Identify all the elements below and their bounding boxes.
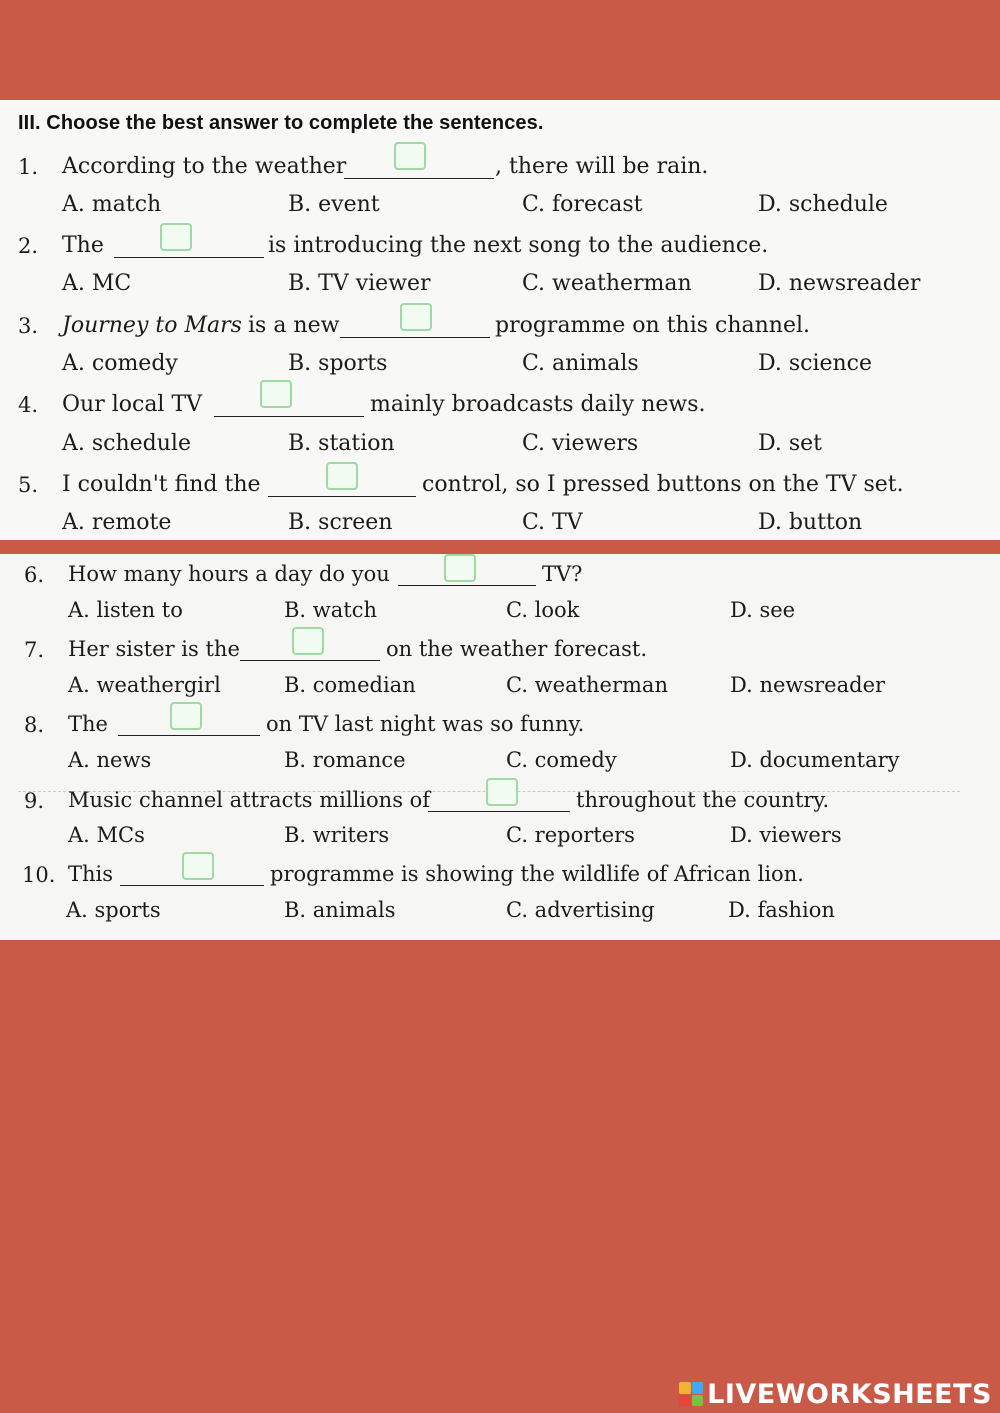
question-text-title bbox=[62, 313, 242, 338]
question-3 bbox=[0, 311, 1000, 345]
blank-line bbox=[268, 496, 416, 497]
option-a: A. match bbox=[62, 192, 162, 217]
option-b: B. watch bbox=[284, 598, 378, 622]
option-a: A. comedy bbox=[62, 351, 178, 376]
question-9 bbox=[0, 786, 1000, 820]
blank-line bbox=[344, 178, 494, 179]
options-8 bbox=[0, 748, 1000, 782]
option-d: D. see bbox=[730, 598, 796, 622]
question-text-after: control, so I pressed buttons on the TV set. bbox=[422, 472, 904, 497]
question-text-before: Her sister is the bbox=[68, 637, 240, 661]
option-a: A. MC bbox=[62, 271, 132, 296]
option-c: C. animals bbox=[522, 351, 639, 376]
blank-line bbox=[398, 585, 536, 586]
answer-input-2[interactable] bbox=[160, 223, 192, 251]
programme-title: Journey to Mars bbox=[62, 313, 242, 338]
answer-input-3[interactable] bbox=[400, 303, 432, 331]
question-text-before: Music channel attracts millions of bbox=[68, 788, 431, 812]
blank-line bbox=[340, 337, 490, 338]
options-9 bbox=[0, 823, 1000, 857]
question-text-before: How many hours a day do you bbox=[68, 562, 390, 586]
blank-line bbox=[428, 811, 570, 812]
question-text-before: Our local TV bbox=[62, 392, 203, 417]
blank-line bbox=[118, 735, 260, 736]
answer-input-8[interactable] bbox=[170, 702, 202, 730]
question-number: 8. bbox=[24, 713, 45, 737]
question-text-after: programme on this channel. bbox=[495, 313, 811, 338]
option-d: D. schedule bbox=[758, 192, 888, 217]
option-d: D. documentary bbox=[730, 748, 900, 772]
footer-brand: LIVEWORKSHEETS bbox=[707, 1378, 992, 1410]
option-a: A. schedule bbox=[62, 431, 191, 456]
question-10 bbox=[0, 860, 1000, 894]
section-heading: III. Choose the best answer to complete the sentences. bbox=[18, 112, 544, 134]
answer-input-9[interactable] bbox=[486, 778, 518, 806]
question-number: 4. bbox=[18, 393, 39, 417]
option-d: D. newsreader bbox=[730, 673, 886, 697]
answer-input-6[interactable] bbox=[444, 554, 476, 582]
question-number: 1. bbox=[18, 155, 39, 179]
option-a: A. news bbox=[68, 748, 152, 772]
options-3 bbox=[0, 351, 1000, 385]
question-7 bbox=[0, 635, 1000, 669]
question-text-before: The bbox=[62, 233, 104, 258]
option-b: B. sports bbox=[288, 351, 388, 376]
question-text-before: I couldn't find the bbox=[62, 472, 261, 497]
option-c: C. viewers bbox=[522, 431, 639, 456]
question-text-after: mainly broadcasts daily news. bbox=[370, 392, 706, 417]
question-text-after: TV? bbox=[542, 562, 583, 586]
option-d: D. science bbox=[758, 351, 873, 376]
question-8 bbox=[0, 710, 1000, 744]
option-a: A. MCs bbox=[68, 823, 145, 847]
question-number: 9. bbox=[24, 789, 45, 813]
question-text-before: The bbox=[68, 712, 108, 736]
answer-input-4[interactable] bbox=[260, 380, 292, 408]
question-number: 6. bbox=[24, 563, 45, 587]
option-c: C. TV bbox=[522, 510, 583, 535]
liveworksheets-footer bbox=[679, 1376, 992, 1412]
options-4 bbox=[0, 431, 1000, 465]
question-5 bbox=[0, 470, 1000, 504]
blank-line bbox=[114, 257, 264, 258]
worksheet-panel-top bbox=[0, 100, 1000, 540]
option-c: C. weatherman bbox=[506, 673, 668, 697]
question-number: 10. bbox=[22, 863, 56, 887]
question-6 bbox=[0, 560, 1000, 594]
option-b: B. station bbox=[288, 431, 395, 456]
option-c: C. look bbox=[506, 598, 580, 622]
option-a: A. sports bbox=[66, 898, 161, 922]
question-text-after: throughout the country. bbox=[576, 788, 830, 812]
question-text-before: This bbox=[68, 862, 114, 886]
liveworksheets-logo-icon bbox=[679, 1382, 703, 1406]
question-text-after: is introducing the next song to the audience. bbox=[268, 233, 769, 258]
option-b: B. romance bbox=[284, 748, 406, 772]
answer-input-7[interactable] bbox=[292, 627, 324, 655]
option-d: D. viewers bbox=[730, 823, 842, 847]
question-number: 2. bbox=[18, 234, 39, 258]
option-b: B. animals bbox=[284, 898, 396, 922]
option-c: C. advertising bbox=[506, 898, 655, 922]
answer-input-5[interactable] bbox=[326, 462, 358, 490]
question-text-before: According to the weather bbox=[62, 154, 347, 179]
option-c: C. weatherman bbox=[522, 271, 692, 296]
option-d: D. set bbox=[758, 431, 822, 456]
options-5 bbox=[0, 510, 1000, 544]
question-text-before: is a new bbox=[248, 313, 340, 338]
options-10 bbox=[0, 898, 1000, 932]
option-a: A. remote bbox=[62, 510, 172, 535]
option-b: B. writers bbox=[284, 823, 390, 847]
options-6 bbox=[0, 598, 1000, 632]
option-a: A. listen to bbox=[68, 598, 183, 622]
question-number: 7. bbox=[24, 638, 45, 662]
blank-line bbox=[120, 885, 264, 886]
question-number: 5. bbox=[18, 473, 39, 497]
question-text-after: programme is showing the wildlife of African lion. bbox=[270, 862, 804, 886]
question-1 bbox=[0, 152, 1000, 186]
question-text-after: on TV last night was so funny. bbox=[266, 712, 585, 736]
option-b: B. screen bbox=[288, 510, 393, 535]
answer-input-1[interactable] bbox=[394, 142, 426, 170]
option-a: A. weathergirl bbox=[68, 673, 221, 697]
option-c: C. comedy bbox=[506, 748, 617, 772]
blank-line bbox=[240, 660, 380, 661]
question-2 bbox=[0, 231, 1000, 265]
option-d: D. button bbox=[758, 510, 863, 535]
option-c: C. forecast bbox=[522, 192, 643, 217]
question-text-after: , there will be rain. bbox=[495, 154, 709, 179]
option-b: B. event bbox=[288, 192, 380, 217]
options-2 bbox=[0, 271, 1000, 305]
options-1 bbox=[0, 192, 1000, 226]
option-d: D. fashion bbox=[728, 898, 835, 922]
worksheet-panel-bottom bbox=[0, 554, 1000, 940]
option-c: C. reporters bbox=[506, 823, 635, 847]
blank-line bbox=[214, 416, 364, 417]
option-d: D. newsreader bbox=[758, 271, 921, 296]
question-number: 3. bbox=[18, 314, 39, 338]
option-b: B. comedian bbox=[284, 673, 416, 697]
question-4 bbox=[0, 390, 1000, 424]
options-7 bbox=[0, 673, 1000, 707]
option-b: B. TV viewer bbox=[288, 271, 431, 296]
answer-input-10[interactable] bbox=[182, 852, 214, 880]
question-text-after: on the weather forecast. bbox=[386, 637, 647, 661]
